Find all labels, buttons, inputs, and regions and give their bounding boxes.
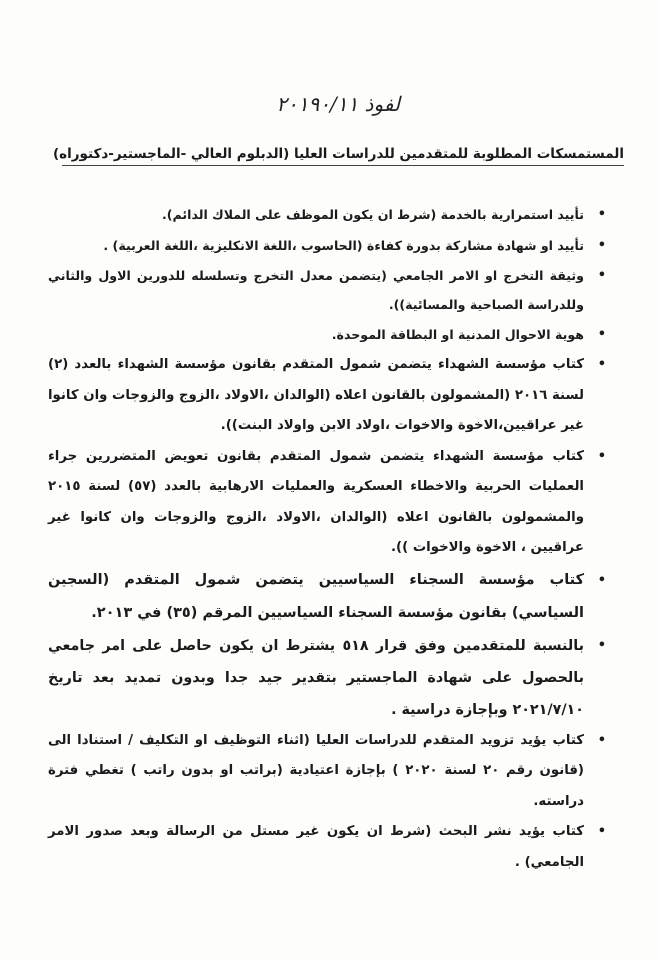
list-item-text: كتاب مؤسسة السجناء السياسيين يتضمن شمول المتقدم (السجين السياسي) بقانون مؤسسة السجناء السياسيين المرقم (٣٥) في ٢٠١٣. — [48, 571, 584, 621]
bullet-icon: • — [597, 327, 606, 342]
bullet-icon: • — [597, 824, 606, 839]
list-item-text: بالنسبة للمتقدمين وفق قرار ٥١٨ يشترط ان يكون حاصل على امر جامعي بالحصول على شهادة الماجستير بتقدير جيد جدا وبدون تمديد بعد تاريخ ٢٠٢١/٧/١٠ وبإجازة دراسية . — [48, 637, 584, 718]
list-item — [48, 231, 610, 260]
bullet-icon: • — [597, 357, 606, 372]
bullet-icon: • — [597, 448, 606, 464]
list-item-text: كتاب يؤيد تزويد المتقدم للدراسات العليا (اثناء التوظيف او التكليف / استنادا الى (قانون رقم ٢٠ لسنة ٢٠٢٠ ) بإجازة اعتيادية (براتب او بدون راتب ) تغطي فترة دراسته. — [48, 732, 584, 809]
list-item — [48, 564, 610, 630]
list-item — [48, 350, 610, 442]
list-item — [48, 817, 610, 878]
bullet-icon: • — [597, 268, 606, 283]
bullet-icon: • — [597, 207, 606, 222]
list-item — [48, 261, 610, 319]
list-item-text: كتاب مؤسسة الشهداء يتضمن شمول المتقدم بقانون تعويض المتضررين جراء العمليات الحربية والاخطاء العسكرية والعمليات الارهابية بالعدد (٥٧) لسنة ٢٠١٥ والمشمولون بالقانون اعلاه (الوالدان ،الاولاد ،الزوج والزوجات وان كانوا غير عراقيين ، الاخوة والاخوات )). — [48, 448, 584, 555]
list-item-text: كتاب يؤيد نشر البحث (شرط ان يكون غير مستل من الرسالة وبعد صدور الامر الجامعي) . — [48, 824, 584, 870]
bullet-icon: • — [597, 637, 606, 653]
title-underline — [53, 146, 624, 166]
document-title: المستمسكات المطلوبة للمتقدمين للدراسات العليا (الدبلوم العالي -الماجستير-دكتوراه) — [53, 146, 624, 162]
bullet-icon: • — [597, 238, 606, 253]
list-item — [48, 200, 610, 229]
bullet-icon: • — [597, 572, 606, 588]
list-item-text: تأييد او شهادة مشاركة بدورة كفاءة (الحاسوب ،اللغة الانكليزية ،اللغة العربية) . — [103, 238, 584, 253]
requirements-list — [48, 200, 610, 878]
list-item — [48, 630, 610, 726]
list-item-text: وثيقة التخرج او الامر الجامعي (يتضمن معدل التخرج وتسلسله للدورين الاول والثاني وللدراسة الصباحية والمسائية)). — [48, 268, 584, 312]
list-item-text: تأييد استمرارية بالخدمة (شرط ان يكون الموظف على الملاك الدائم). — [161, 207, 584, 222]
list-item — [48, 442, 610, 564]
list-item-text: كتاب مؤسسة الشهداء يتضمن شمول المتقدم بقانون مؤسسة الشهداء بالعدد (٢) لسنة ٢٠١٦ (المشمولون بالقانون اعلاه (الوالدان ،الاولاد ،الزوج والزوجات وان كانوا غير عراقيين،الاخوة والاخوات ،اولاد الابن واولاد البنت)). — [48, 357, 584, 433]
list-item — [48, 320, 610, 349]
list-item-text: هوية الاحوال المدنية او البطاقة الموحدة. — [331, 327, 584, 342]
bullet-icon: • — [597, 732, 606, 748]
list-item — [48, 726, 610, 818]
handwritten-note: لفوذ ٢٠١٩٠/١١ — [276, 92, 400, 116]
